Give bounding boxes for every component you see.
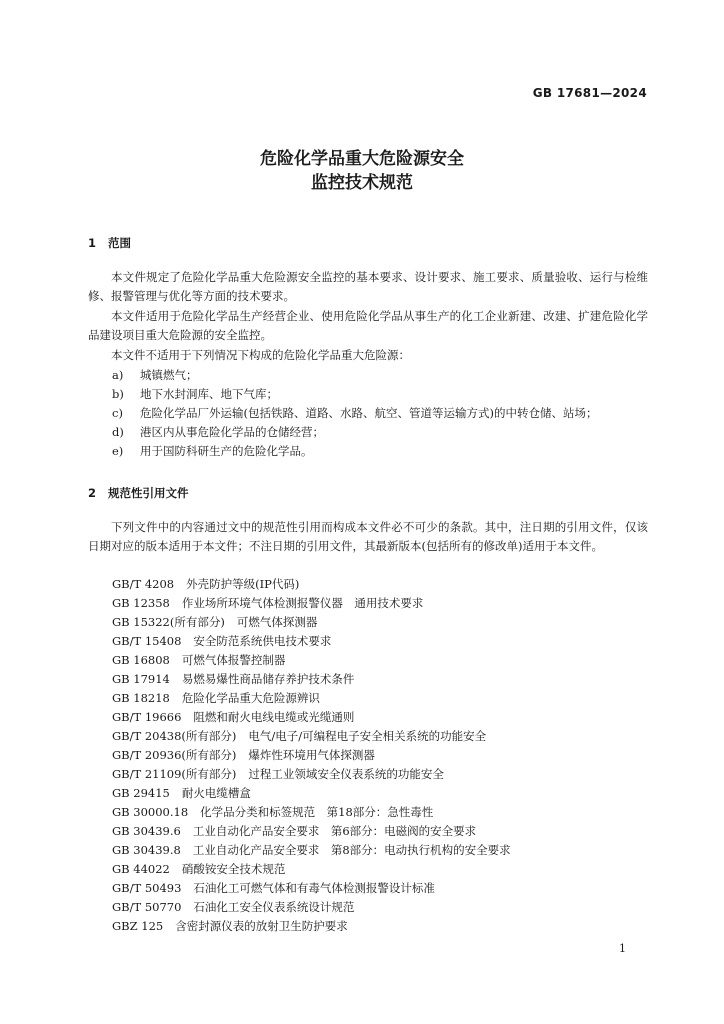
reference-item bbox=[112, 879, 435, 898]
reference-item bbox=[112, 898, 354, 917]
reference-code: GB 30439.8 bbox=[112, 843, 181, 857]
list-item bbox=[112, 442, 313, 461]
reference-item bbox=[112, 784, 251, 803]
reference-item bbox=[112, 651, 285, 670]
reference-title: 电气/电子/可编程电子安全相关系统的功能安全 bbox=[248, 729, 487, 743]
list-marker: d) bbox=[112, 425, 124, 439]
reference-code: GB/T 20936(所有部分) bbox=[112, 748, 237, 762]
reference-code: GB/T 15408 bbox=[112, 634, 182, 648]
reference-code: GB 30439.6 bbox=[112, 824, 181, 838]
section-2-heading bbox=[88, 485, 189, 501]
reference-title: 石油化工安全仪表系统设计规范 bbox=[193, 900, 355, 914]
reference-code: GB 12358 bbox=[112, 596, 170, 610]
reference-item bbox=[112, 689, 320, 708]
section-2-paragraph-1: 下列文件中的内容通过文中的规范性引用而构成本文件必不可少的条款。其中，注日期的引用文件，仅该日期对应的版本适用于本文件；不注日期的引用文件，其最新版本(包括所有的修改单)适用于本文件。 bbox=[88, 520, 648, 553]
reference-code: GB 17914 bbox=[112, 672, 170, 686]
list-marker: e) bbox=[112, 444, 124, 458]
list-item bbox=[112, 404, 597, 423]
reference-item bbox=[112, 670, 354, 689]
reference-item bbox=[112, 708, 354, 727]
reference-code: GB 15322(所有部分) bbox=[112, 615, 225, 629]
reference-item bbox=[112, 632, 331, 651]
reference-title: 含密封源仪表的放射卫生防护要求 bbox=[175, 919, 348, 933]
title-line-2: 监控技术规范 bbox=[311, 173, 413, 193]
reference-title: 石油化工可燃气体和有毒气体检测报警设计标准 bbox=[193, 881, 435, 895]
title-line-1: 危险化学品重大危险源安全 bbox=[260, 149, 464, 169]
reference-title: 工业自动化产品安全要求 第6部分：电磁阀的安全要求 bbox=[192, 824, 477, 838]
reference-item bbox=[112, 746, 375, 765]
reference-code: GB/T 20438(所有部分) bbox=[112, 729, 237, 743]
list-item bbox=[112, 423, 324, 442]
section-1-heading bbox=[88, 235, 131, 251]
list-text: 港区内从事危险化学品的仓储经营； bbox=[140, 425, 324, 439]
section-1-paragraph-1: 本文件规定了危险化学品重大危险源安全监控的基本要求、设计要求、施工要求、质量验收、运行与检维修、报警管理与优化等方面的技术要求。 bbox=[88, 270, 648, 303]
reference-item bbox=[112, 860, 285, 879]
reference-code: GB/T 21109(所有部分) bbox=[112, 767, 237, 781]
reference-code: GB/T 4208 bbox=[112, 577, 175, 591]
reference-title: 化学品分类和标签规范 第18部分：急性毒性 bbox=[200, 805, 434, 819]
reference-title: 安全防范系统供电技术要求 bbox=[193, 634, 332, 648]
reference-title: 爆炸性环境用气体探测器 bbox=[248, 748, 375, 762]
reference-item bbox=[112, 765, 444, 784]
list-marker: c) bbox=[112, 406, 123, 420]
list-text: 城镇燃气； bbox=[140, 368, 198, 382]
reference-item bbox=[112, 594, 423, 613]
section-number: 2 bbox=[88, 486, 97, 500]
reference-item bbox=[112, 613, 317, 632]
section-number: 1 bbox=[88, 236, 97, 250]
reference-title: 可燃气体报警控制器 bbox=[181, 653, 286, 667]
list-item bbox=[112, 385, 278, 404]
section-1-paragraph-3: 本文件不适用于下列情况下构成的危险化学品重大危险源： bbox=[111, 348, 410, 362]
document-title bbox=[0, 147, 724, 195]
reference-code: GB/T 50770 bbox=[112, 900, 182, 914]
reference-item bbox=[112, 575, 299, 594]
list-text: 用于国防科研生产的危险化学品。 bbox=[140, 444, 313, 458]
document-code: GB 17681—2024 bbox=[532, 86, 647, 100]
reference-code: GB 29415 bbox=[112, 786, 170, 800]
reference-title: 工业自动化产品安全要求 第8部分：电动执行机构的安全要求 bbox=[192, 843, 511, 857]
section-title: 范围 bbox=[108, 236, 131, 250]
list-marker: a) bbox=[112, 368, 124, 382]
reference-title: 可燃气体探测器 bbox=[236, 615, 318, 629]
reference-title: 耐火电缆槽盒 bbox=[181, 786, 251, 800]
reference-code: GB 30000.18 bbox=[112, 805, 189, 819]
list-text: 危险化学品厂外运输(包括铁路、道路、水路、航空、管道等运输方式)的中转仓储、站场； bbox=[140, 406, 598, 420]
reference-code: GB 16808 bbox=[112, 653, 170, 667]
reference-code: GB/T 50493 bbox=[112, 881, 182, 895]
page-number: 1 bbox=[619, 942, 626, 955]
list-marker: b) bbox=[112, 387, 124, 401]
reference-title: 危险化学品重大危险源辨识 bbox=[181, 691, 320, 705]
reference-title: 易燃易爆性商品储存养护技术条件 bbox=[181, 672, 355, 686]
reference-code: GB 44022 bbox=[112, 862, 170, 876]
reference-item bbox=[112, 727, 486, 746]
reference-item bbox=[112, 917, 348, 936]
reference-code: GB 18218 bbox=[112, 691, 170, 705]
reference-title: 外壳防护等级(IP代码) bbox=[186, 577, 300, 591]
list-text: 地下水封洞库、地下气库； bbox=[140, 387, 278, 401]
reference-code: GB/T 19666 bbox=[112, 710, 182, 724]
reference-title: 阻燃和耐火电线电缆或光缆通则 bbox=[193, 710, 355, 724]
reference-item bbox=[112, 841, 511, 860]
section-title: 规范性引用文件 bbox=[108, 486, 189, 500]
reference-title: 作业场所环境气体检测报警仪器 通用技术要求 bbox=[181, 596, 424, 610]
reference-item bbox=[112, 803, 433, 822]
reference-title: 硝酸铵安全技术规范 bbox=[181, 862, 286, 876]
reference-item bbox=[112, 822, 476, 841]
section-1-paragraph-2: 本文件适用于危险化学品生产经营企业、使用危险化学品从事生产的化工企业新建、改建、扩建危险化学品建设项目重大危险源的安全监控。 bbox=[88, 309, 648, 342]
reference-code: GBZ 125 bbox=[112, 919, 164, 933]
reference-title: 过程工业领域安全仪表系统的功能安全 bbox=[248, 767, 444, 781]
list-item bbox=[112, 366, 198, 385]
